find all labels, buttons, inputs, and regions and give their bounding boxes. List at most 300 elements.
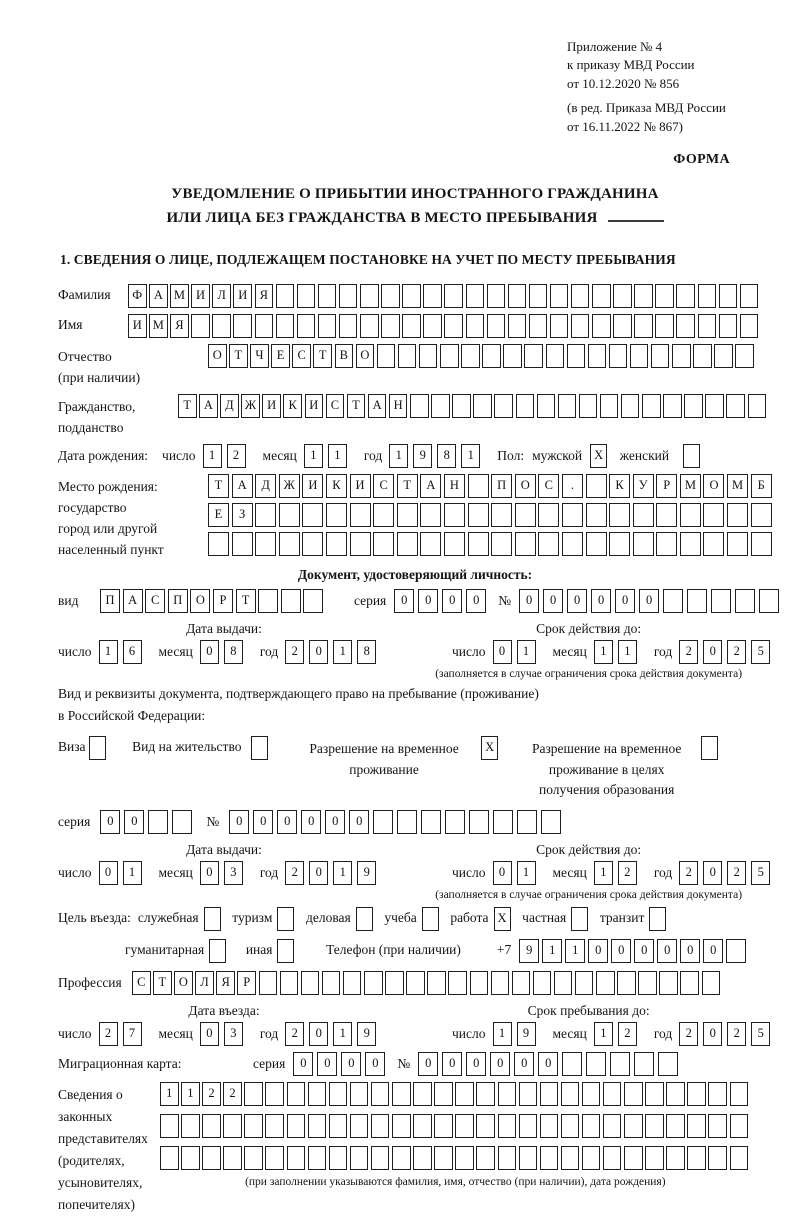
char-cell[interactable] <box>730 1146 749 1170</box>
char-cell[interactable] <box>561 1114 580 1138</box>
char-cell[interactable] <box>633 503 654 527</box>
char-cell[interactable]: Т <box>313 344 332 368</box>
char-cell[interactable]: 9 <box>357 1022 376 1046</box>
char-cell[interactable] <box>519 1146 538 1170</box>
char-cell[interactable]: М <box>149 314 168 338</box>
char-cell[interactable]: И <box>302 474 323 498</box>
char-cell[interactable] <box>377 344 396 368</box>
char-cell[interactable]: 2 <box>285 640 304 664</box>
char-cell[interactable]: О <box>356 344 375 368</box>
identity-issue-day-cells[interactable] <box>99 640 147 664</box>
char-cell[interactable]: О <box>190 589 210 613</box>
char-cell[interactable] <box>420 532 441 556</box>
char-cell[interactable]: И <box>262 394 281 418</box>
char-cell[interactable]: 1 <box>333 861 352 885</box>
char-cell[interactable]: 2 <box>679 861 698 885</box>
char-cell[interactable] <box>277 907 294 931</box>
identity-valid-year-cells[interactable] <box>679 640 775 664</box>
char-cell[interactable]: 9 <box>517 1022 536 1046</box>
char-cell[interactable]: С <box>292 344 311 368</box>
char-cell[interactable] <box>567 344 586 368</box>
char-cell[interactable] <box>498 1114 517 1138</box>
char-cell[interactable] <box>600 394 619 418</box>
char-cell[interactable] <box>727 532 748 556</box>
char-cell[interactable]: Т <box>153 971 172 995</box>
char-cell[interactable] <box>461 344 480 368</box>
char-cell[interactable]: Я <box>216 971 235 995</box>
char-cell[interactable] <box>470 971 489 995</box>
char-cell[interactable] <box>693 344 712 368</box>
char-cell[interactable] <box>711 589 731 613</box>
char-cell[interactable]: 1 <box>203 444 222 468</box>
char-cell[interactable]: 0 <box>200 1022 219 1046</box>
char-cell[interactable]: Д <box>220 394 239 418</box>
char-cell[interactable]: X <box>481 736 498 760</box>
char-cell[interactable]: 2 <box>727 861 746 885</box>
char-cell[interactable] <box>339 314 358 338</box>
char-cell[interactable]: 1 <box>333 1022 352 1046</box>
birth-place-cells-row2[interactable] <box>208 503 774 527</box>
char-cell[interactable] <box>748 394 767 418</box>
char-cell[interactable]: 8 <box>224 640 243 664</box>
char-cell[interactable] <box>444 503 465 527</box>
char-cell[interactable] <box>329 1146 348 1170</box>
char-cell[interactable]: 0 <box>317 1052 337 1076</box>
char-cell[interactable] <box>223 1146 242 1170</box>
char-cell[interactable]: 1 <box>594 861 613 885</box>
char-cell[interactable]: 0 <box>466 1052 486 1076</box>
char-cell[interactable]: А <box>420 474 441 498</box>
entry-day-cells[interactable] <box>99 1022 147 1046</box>
char-cell[interactable] <box>493 810 513 834</box>
char-cell[interactable] <box>402 284 421 308</box>
char-cell[interactable] <box>554 971 573 995</box>
char-cell[interactable] <box>517 810 537 834</box>
residence-issue-year-cells[interactable] <box>285 861 381 885</box>
char-cell[interactable] <box>160 1146 179 1170</box>
char-cell[interactable]: 0 <box>567 589 587 613</box>
char-cell[interactable]: П <box>100 589 120 613</box>
char-cell[interactable] <box>434 1146 453 1170</box>
char-cell[interactable]: Л <box>195 971 214 995</box>
char-cell[interactable] <box>586 1052 606 1076</box>
char-cell[interactable] <box>287 1114 306 1138</box>
char-cell[interactable]: 0 <box>514 1052 534 1076</box>
char-cell[interactable]: 1 <box>160 1082 179 1106</box>
char-cell[interactable] <box>301 971 320 995</box>
char-cell[interactable] <box>423 284 442 308</box>
char-cell[interactable] <box>444 284 463 308</box>
migration-series-cells[interactable] <box>293 1052 389 1076</box>
char-cell[interactable] <box>444 532 465 556</box>
char-cell[interactable] <box>735 344 754 368</box>
residence-issue-day-cells[interactable] <box>99 861 147 885</box>
char-cell[interactable]: Б <box>751 474 772 498</box>
gender-male-checkbox[interactable] <box>590 444 610 468</box>
purpose-other-checkbox[interactable] <box>277 939 297 963</box>
char-cell[interactable]: 0 <box>703 1022 722 1046</box>
char-cell[interactable] <box>326 503 347 527</box>
char-cell[interactable]: 0 <box>253 810 273 834</box>
char-cell[interactable] <box>413 1146 432 1170</box>
char-cell[interactable] <box>588 344 607 368</box>
char-cell[interactable] <box>308 1082 327 1106</box>
char-cell[interactable] <box>440 344 459 368</box>
char-cell[interactable]: X <box>494 907 511 931</box>
char-cell[interactable] <box>586 532 607 556</box>
char-cell[interactable] <box>381 284 400 308</box>
char-cell[interactable] <box>687 1114 706 1138</box>
char-cell[interactable]: 0 <box>703 640 722 664</box>
char-cell[interactable]: Я <box>255 284 274 308</box>
char-cell[interactable]: 1 <box>594 640 613 664</box>
char-cell[interactable] <box>191 314 210 338</box>
patronymic-cells[interactable] <box>208 344 756 368</box>
char-cell[interactable] <box>318 284 337 308</box>
char-cell[interactable]: Д <box>255 474 276 498</box>
char-cell[interactable] <box>202 1146 221 1170</box>
char-cell[interactable]: В <box>335 344 354 368</box>
char-cell[interactable] <box>350 1146 369 1170</box>
char-cell[interactable]: 1 <box>517 640 536 664</box>
char-cell[interactable]: 1 <box>123 861 142 885</box>
char-cell[interactable] <box>427 971 446 995</box>
char-cell[interactable] <box>740 314 759 338</box>
char-cell[interactable] <box>244 1114 263 1138</box>
char-cell[interactable]: 0 <box>365 1052 385 1076</box>
char-cell[interactable] <box>613 314 632 338</box>
char-cell[interactable]: 2 <box>727 1022 746 1046</box>
char-cell[interactable] <box>645 1146 664 1170</box>
char-cell[interactable] <box>703 532 724 556</box>
char-cell[interactable]: 0 <box>349 810 369 834</box>
char-cell[interactable] <box>343 971 362 995</box>
char-cell[interactable] <box>634 1052 654 1076</box>
char-cell[interactable] <box>373 503 394 527</box>
char-cell[interactable] <box>476 1146 495 1170</box>
char-cell[interactable] <box>204 907 221 931</box>
char-cell[interactable] <box>455 1082 474 1106</box>
char-cell[interactable] <box>603 1114 622 1138</box>
char-cell[interactable] <box>476 1114 495 1138</box>
char-cell[interactable] <box>550 284 569 308</box>
char-cell[interactable] <box>279 532 300 556</box>
char-cell[interactable] <box>491 503 512 527</box>
identity-issue-year-cells[interactable] <box>285 640 381 664</box>
char-cell[interactable]: 2 <box>227 444 246 468</box>
char-cell[interactable] <box>586 503 607 527</box>
char-cell[interactable] <box>524 344 543 368</box>
char-cell[interactable] <box>642 394 661 418</box>
phone-cells[interactable] <box>519 939 749 963</box>
purpose-official-checkbox[interactable] <box>204 907 224 931</box>
purpose-humanitarian-checkbox[interactable] <box>209 939 229 963</box>
char-cell[interactable] <box>540 1114 559 1138</box>
char-cell[interactable] <box>609 503 630 527</box>
entry-year-cells[interactable] <box>285 1022 381 1046</box>
char-cell[interactable] <box>529 314 548 338</box>
char-cell[interactable] <box>350 1082 369 1106</box>
char-cell[interactable] <box>540 1082 559 1106</box>
residence-issue-month-cells[interactable] <box>200 861 248 885</box>
char-cell[interactable] <box>538 503 559 527</box>
char-cell[interactable] <box>515 532 536 556</box>
char-cell[interactable] <box>672 344 691 368</box>
char-cell[interactable] <box>659 971 678 995</box>
char-cell[interactable] <box>609 532 630 556</box>
char-cell[interactable] <box>621 394 640 418</box>
char-cell[interactable]: Ф <box>128 284 147 308</box>
char-cell[interactable] <box>448 971 467 995</box>
char-cell[interactable] <box>181 1114 200 1138</box>
char-cell[interactable]: 9 <box>357 861 376 885</box>
birth-place-cells-row3[interactable] <box>208 532 774 556</box>
char-cell[interactable] <box>571 907 588 931</box>
char-cell[interactable]: . <box>562 474 583 498</box>
purpose-study-checkbox[interactable] <box>422 907 442 931</box>
char-cell[interactable] <box>603 1146 622 1170</box>
char-cell[interactable]: 2 <box>679 640 698 664</box>
char-cell[interactable]: 0 <box>309 640 328 664</box>
char-cell[interactable] <box>410 394 429 418</box>
char-cell[interactable] <box>519 1082 538 1106</box>
char-cell[interactable]: Е <box>208 503 229 527</box>
char-cell[interactable] <box>698 284 717 308</box>
char-cell[interactable] <box>445 810 465 834</box>
char-cell[interactable] <box>708 1082 727 1106</box>
char-cell[interactable] <box>666 1082 685 1106</box>
char-cell[interactable] <box>476 1082 495 1106</box>
gender-female-checkbox[interactable] <box>683 444 703 468</box>
char-cell[interactable]: Т <box>397 474 418 498</box>
char-cell[interactable]: 0 <box>293 1052 313 1076</box>
char-cell[interactable] <box>371 1146 390 1170</box>
char-cell[interactable] <box>676 314 695 338</box>
char-cell[interactable] <box>209 939 226 963</box>
char-cell[interactable] <box>537 394 556 418</box>
char-cell[interactable]: 1 <box>542 939 562 963</box>
char-cell[interactable] <box>329 1114 348 1138</box>
char-cell[interactable] <box>498 1082 517 1106</box>
char-cell[interactable]: И <box>128 314 147 338</box>
char-cell[interactable] <box>562 1052 582 1076</box>
char-cell[interactable] <box>303 589 323 613</box>
char-cell[interactable] <box>592 314 611 338</box>
char-cell[interactable] <box>687 1082 706 1106</box>
representatives-cells-row3[interactable] <box>160 1146 751 1170</box>
char-cell[interactable] <box>148 810 168 834</box>
char-cell[interactable] <box>482 344 501 368</box>
char-cell[interactable]: 1 <box>99 640 118 664</box>
char-cell[interactable] <box>634 314 653 338</box>
char-cell[interactable] <box>708 1146 727 1170</box>
char-cell[interactable]: 2 <box>618 861 637 885</box>
char-cell[interactable]: Т <box>208 474 229 498</box>
char-cell[interactable]: Т <box>236 589 256 613</box>
char-cell[interactable]: 2 <box>202 1082 221 1106</box>
char-cell[interactable] <box>683 444 700 468</box>
char-cell[interactable] <box>494 394 513 418</box>
char-cell[interactable]: С <box>132 971 151 995</box>
char-cell[interactable]: Ж <box>279 474 300 498</box>
representatives-cells-row2[interactable] <box>160 1114 751 1138</box>
temporary-residence-education-checkbox[interactable] <box>701 736 721 760</box>
char-cell[interactable] <box>223 1114 242 1138</box>
char-cell[interactable] <box>381 314 400 338</box>
char-cell[interactable]: М <box>727 474 748 498</box>
char-cell[interactable] <box>529 284 548 308</box>
char-cell[interactable]: 2 <box>679 1022 698 1046</box>
char-cell[interactable]: 2 <box>285 861 304 885</box>
char-cell[interactable]: 2 <box>618 1022 637 1046</box>
char-cell[interactable] <box>730 1114 749 1138</box>
char-cell[interactable]: С <box>373 474 394 498</box>
char-cell[interactable]: 2 <box>285 1022 304 1046</box>
char-cell[interactable]: Т <box>347 394 366 418</box>
char-cell[interactable]: И <box>191 284 210 308</box>
char-cell[interactable]: О <box>174 971 193 995</box>
char-cell[interactable] <box>541 810 561 834</box>
char-cell[interactable] <box>714 344 733 368</box>
char-cell[interactable]: 0 <box>588 939 608 963</box>
char-cell[interactable] <box>663 589 683 613</box>
char-cell[interactable]: К <box>283 394 302 418</box>
char-cell[interactable]: 0 <box>466 589 486 613</box>
char-cell[interactable] <box>397 532 418 556</box>
char-cell[interactable] <box>519 1114 538 1138</box>
char-cell[interactable] <box>160 1114 179 1138</box>
residence-series-cells[interactable] <box>100 810 196 834</box>
birth-day-cells[interactable] <box>203 444 251 468</box>
stay-until-day-cells[interactable] <box>493 1022 541 1046</box>
char-cell[interactable]: 0 <box>490 1052 510 1076</box>
char-cell[interactable]: С <box>326 394 345 418</box>
char-cell[interactable]: 0 <box>100 810 120 834</box>
birth-month-cells[interactable] <box>304 444 352 468</box>
char-cell[interactable] <box>276 284 295 308</box>
char-cell[interactable]: 1 <box>328 444 347 468</box>
residence-valid-month-cells[interactable] <box>594 861 642 885</box>
char-cell[interactable] <box>571 284 590 308</box>
char-cell[interactable]: 5 <box>751 1022 770 1046</box>
char-cell[interactable] <box>655 314 674 338</box>
char-cell[interactable] <box>452 394 471 418</box>
residence-permit-checkbox[interactable] <box>251 736 271 760</box>
char-cell[interactable] <box>364 971 383 995</box>
char-cell[interactable]: Р <box>237 971 256 995</box>
birth-year-cells[interactable] <box>389 444 485 468</box>
char-cell[interactable] <box>277 939 294 963</box>
visa-checkbox[interactable] <box>89 736 109 760</box>
char-cell[interactable] <box>592 284 611 308</box>
char-cell[interactable]: Т <box>178 394 197 418</box>
char-cell[interactable] <box>255 532 276 556</box>
char-cell[interactable]: 8 <box>437 444 456 468</box>
char-cell[interactable]: Ж <box>241 394 260 418</box>
char-cell[interactable] <box>561 1082 580 1106</box>
char-cell[interactable] <box>251 736 268 760</box>
char-cell[interactable]: М <box>680 474 701 498</box>
char-cell[interactable] <box>546 344 565 368</box>
char-cell[interactable] <box>561 1146 580 1170</box>
char-cell[interactable]: О <box>515 474 536 498</box>
char-cell[interactable] <box>279 503 300 527</box>
char-cell[interactable] <box>455 1114 474 1138</box>
char-cell[interactable]: И <box>305 394 324 418</box>
char-cell[interactable] <box>515 503 536 527</box>
char-cell[interactable] <box>308 1114 327 1138</box>
char-cell[interactable]: М <box>170 284 189 308</box>
char-cell[interactable]: 0 <box>124 810 144 834</box>
char-cell[interactable]: 1 <box>333 640 352 664</box>
char-cell[interactable] <box>233 314 252 338</box>
char-cell[interactable]: 2 <box>99 1022 118 1046</box>
char-cell[interactable] <box>571 314 590 338</box>
char-cell[interactable] <box>624 1082 643 1106</box>
char-cell[interactable]: 0 <box>591 589 611 613</box>
char-cell[interactable] <box>676 284 695 308</box>
char-cell[interactable]: Н <box>389 394 408 418</box>
char-cell[interactable] <box>751 503 772 527</box>
char-cell[interactable] <box>630 344 649 368</box>
purpose-tourism-checkbox[interactable] <box>277 907 297 931</box>
char-cell[interactable] <box>705 394 724 418</box>
char-cell[interactable]: 0 <box>301 810 321 834</box>
char-cell[interactable]: 0 <box>493 861 512 885</box>
char-cell[interactable]: О <box>703 474 724 498</box>
identity-series-cells[interactable] <box>394 589 490 613</box>
char-cell[interactable]: А <box>199 394 218 418</box>
char-cell[interactable] <box>431 394 450 418</box>
residence-valid-day-cells[interactable] <box>493 861 541 885</box>
char-cell[interactable] <box>645 1082 664 1106</box>
char-cell[interactable] <box>751 532 772 556</box>
surname-cells[interactable] <box>128 284 761 308</box>
char-cell[interactable]: И <box>350 474 371 498</box>
char-cell[interactable]: 0 <box>442 589 462 613</box>
identity-issue-month-cells[interactable] <box>200 640 248 664</box>
char-cell[interactable]: 3 <box>224 1022 243 1046</box>
char-cell[interactable]: 2 <box>727 640 746 664</box>
char-cell[interactable] <box>730 1082 749 1106</box>
char-cell[interactable] <box>397 503 418 527</box>
char-cell[interactable]: 0 <box>615 589 635 613</box>
char-cell[interactable]: К <box>609 474 630 498</box>
char-cell[interactable]: 0 <box>519 589 539 613</box>
purpose-business-checkbox[interactable] <box>356 907 376 931</box>
char-cell[interactable]: 1 <box>517 861 536 885</box>
char-cell[interactable] <box>516 394 535 418</box>
char-cell[interactable]: А <box>149 284 168 308</box>
char-cell[interactable] <box>498 1146 517 1170</box>
char-cell[interactable]: О <box>208 344 227 368</box>
char-cell[interactable]: 9 <box>413 444 432 468</box>
char-cell[interactable] <box>609 344 628 368</box>
char-cell[interactable] <box>89 736 106 760</box>
temporary-residence-checkbox[interactable] <box>481 736 501 760</box>
char-cell[interactable] <box>633 532 654 556</box>
char-cell[interactable]: 5 <box>751 861 770 885</box>
char-cell[interactable] <box>302 532 323 556</box>
char-cell[interactable]: А <box>232 474 253 498</box>
char-cell[interactable] <box>666 1146 685 1170</box>
residence-number-cells[interactable] <box>229 810 565 834</box>
char-cell[interactable] <box>419 344 438 368</box>
char-cell[interactable]: 7 <box>123 1022 142 1046</box>
char-cell[interactable] <box>491 532 512 556</box>
char-cell[interactable]: У <box>633 474 654 498</box>
char-cell[interactable] <box>649 907 666 931</box>
